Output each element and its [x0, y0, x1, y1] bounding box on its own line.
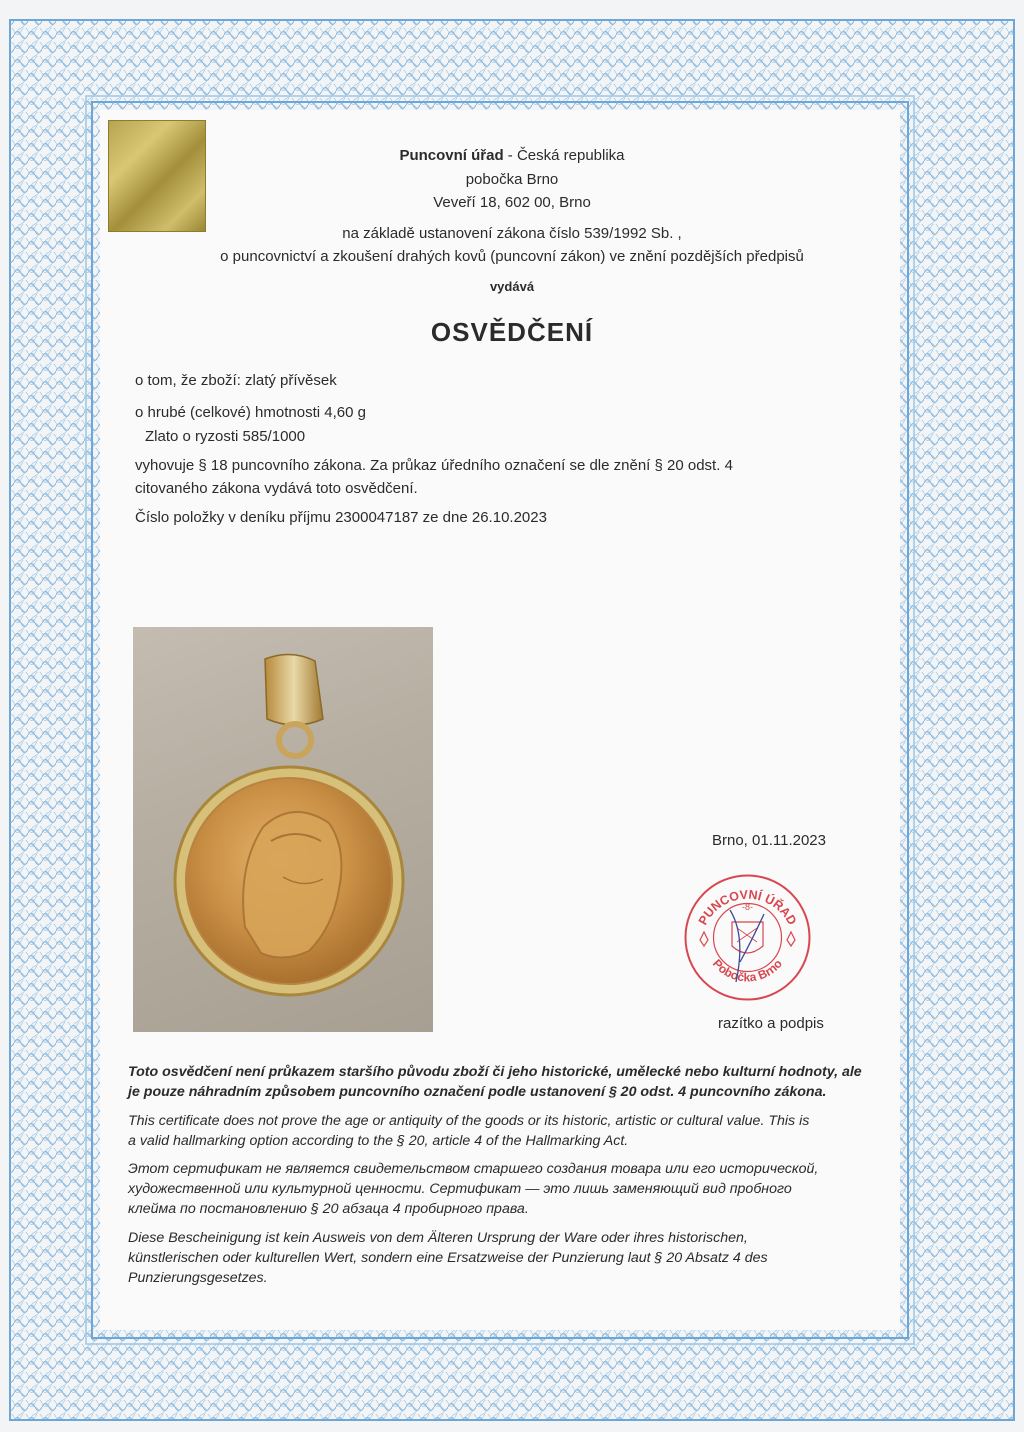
law-reference-line2: o puncovnictví a zkoušení drahých kovů (puncovní zákon) ve znění pozdějších předpisů: [220, 248, 804, 265]
document-title: OSVĚDČENÍ: [430, 317, 594, 347]
disclaimer-cz-line2: je pouze náhradním způsobem puncovního označení podle ustanovení § 20 odst. 4 puncovního zákona.: [128, 1084, 827, 1101]
stamp-number: -8-: [742, 902, 753, 912]
compliance-line2: citovaného zákona vydává toto osvědčení.: [135, 480, 418, 497]
branch-name: pobočka Brno: [465, 171, 559, 188]
disclaimer-czech: [128, 1062, 898, 1102]
disclaimer-de-line2: künstlerischen oder kulturellen Wert, sondern eine Ersatzweise der Punzierung laut § 20 Absatz 4 des: [128, 1250, 768, 1267]
gross-weight: o hrubé (celkové) hmotnosti 4,60 g: [135, 404, 366, 421]
pendant-photo: [133, 627, 433, 1032]
disclaimer-german: [128, 1228, 898, 1288]
signature-label: razítko a podpis: [718, 1015, 824, 1032]
gold-purity: Zlato o ryzosti 585/1000: [145, 428, 306, 445]
disclaimer-ru-line2: художественной или культурной ценности. Сертификат — это лишь заменяющий вид пробного: [128, 1181, 792, 1198]
stamp-bottom-text: Pobočka Brno: [709, 956, 786, 985]
record-number: Číslo položky v deníku příjmu 2300047187 ze dne 26.10.2023: [135, 509, 547, 526]
stamp-top-text: PUNCOVNÍ ÚŘAD: [695, 887, 800, 928]
disclaimer-en-line2: a valid hallmarking option according to the § 20, article 4 of the Hallmarking Act.: [128, 1133, 629, 1150]
goods-description: o tom, že zboží: zlatý přívěsek: [135, 372, 337, 389]
office-heading: Puncovní úřad - Česká republika: [399, 147, 625, 164]
law-reference-line1: na základě ustanovení zákona číslo 539/1992 Sb. ,: [342, 225, 682, 242]
place-and-date: Brno, 01.11.2023: [712, 832, 826, 849]
disclaimer-english: [128, 1111, 898, 1151]
office-address: Veveří 18, 602 00, Brno: [433, 194, 591, 211]
issues-label: vydává: [489, 279, 535, 294]
svg-text:Pobočka Brno: [710, 957, 785, 985]
disclaimer-de-line3: Punzierungsgesetzes.: [128, 1270, 268, 1287]
disclaimer-cz-line1: Toto osvědčení není průkazem staršího původu zboží či jeho historické, umělecké nebo kulturní hodnoty, ale: [128, 1064, 862, 1080]
compliance-line1: vyhovuje § 18 puncovního zákona. Za průkaz úředního označení se dle znění § 20 odst. 4: [135, 457, 733, 474]
disclaimer-ru-line3: клейма по постановлению § 20 абзаца 4 пробирного права.: [128, 1201, 529, 1218]
disclaimer-ru-line1: Этот сертификат не является свидетельством старшего создания товара или его исторической,: [128, 1161, 819, 1177]
official-stamp: [680, 870, 815, 1005]
disclaimer-en-line1: This certificate does not prove the age or antiquity of the goods or its historic, artistic or cultural value. This is: [128, 1113, 810, 1129]
disclaimer-de-line1: Diese Bescheinigung ist kein Ausweis von dem Älteren Ursprung der Ware oder ihres historischen,: [128, 1230, 748, 1246]
disclaimer-russian: [128, 1159, 898, 1219]
